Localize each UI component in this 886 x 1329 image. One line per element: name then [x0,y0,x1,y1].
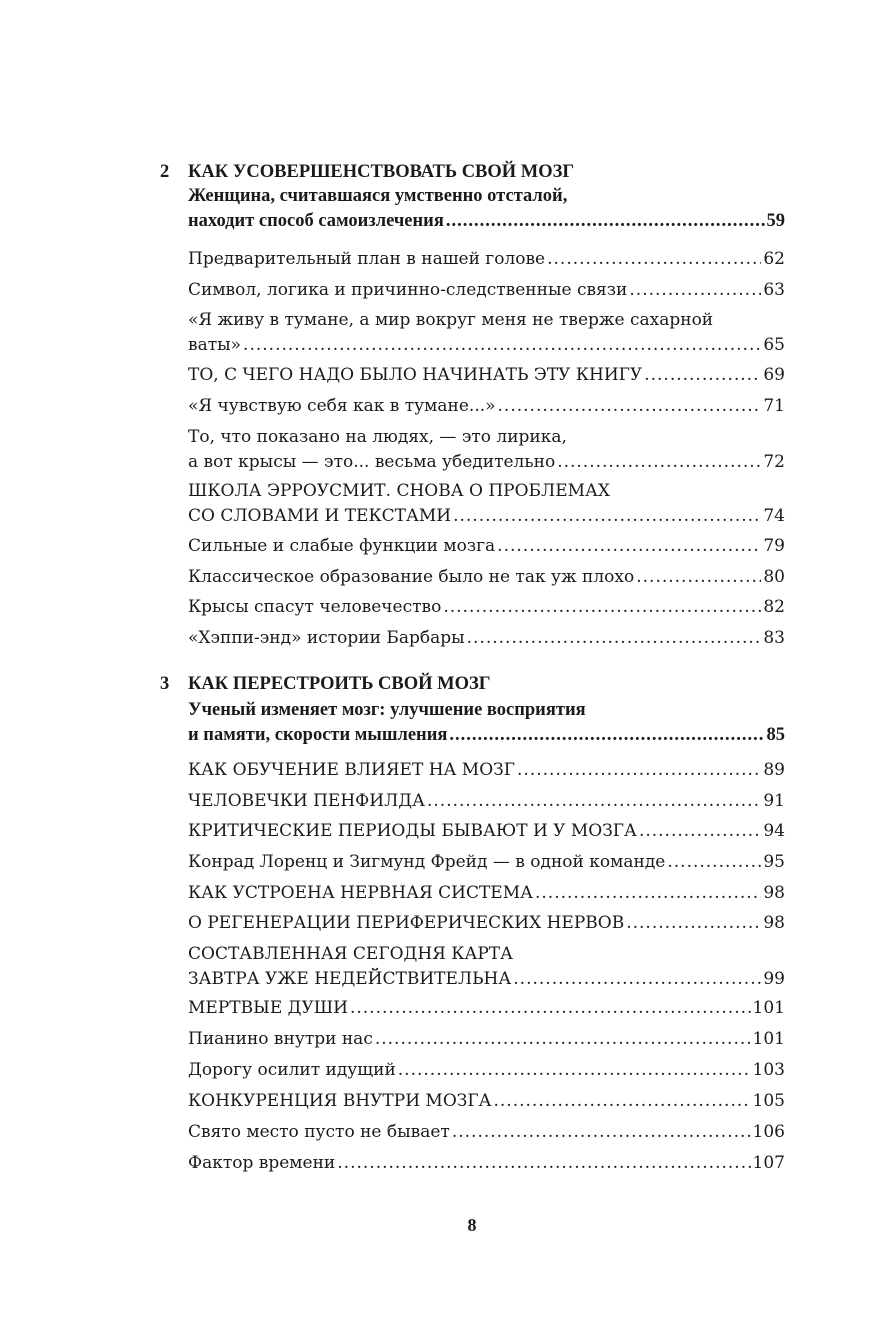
entry-page-number: 59 [766,210,785,231]
entry-page-number: 65 [763,334,785,355]
toc-entry[interactable] [188,247,785,272]
entry-page-number: 79 [763,536,785,556]
entry-last-line [188,1058,785,1083]
entry-page-number: 107 [752,1153,785,1173]
entry-title-line: а вот крысы — это... весьма убедительно [188,451,556,472]
toc-entry[interactable] [188,911,785,936]
toc-entry[interactable] [188,1120,785,1145]
entry-title-line: Пианино внутри нас [188,1029,373,1049]
entry-title-line: Сильные и слабые функции мозга [188,536,496,556]
toc-entry[interactable] [188,595,785,620]
entry-page-number: 103 [752,1060,785,1080]
leader-dots [337,1151,750,1176]
entry-last-line [188,1120,785,1145]
leader-dots [453,504,761,529]
leader-dots [497,534,761,559]
toc-entry[interactable] [188,1027,785,1052]
entry-last-line [188,789,785,814]
toc-entry[interactable] [188,758,785,783]
leader-dots [452,1120,751,1145]
toc-entry[interactable] [188,996,785,1021]
entry-last-line [188,247,785,272]
entry-last-line [188,723,785,748]
entry-title-line: КОНКУРЕНЦИЯ ВНУТРИ МОЗГА [188,1091,492,1111]
entry-last-line [188,394,785,419]
leader-dots [398,1058,751,1083]
entry-page-number: 69 [763,365,785,385]
leader-dots [629,278,761,303]
entry-title-line: ЗАВТРА УЖЕ НЕДЕЙСТВИТЕЛЬНА [188,968,512,989]
entry-page-number: 72 [763,451,785,472]
chapter-title[interactable]: КАК ПЕРЕСТРОИТЬ СВОЙ МОЗГ [188,674,491,694]
entry-page-number: 98 [763,913,785,933]
entry-last-line [188,363,785,388]
entry-title-line: Предварительный план в нашей голове [188,249,546,269]
entry-title-line: Женщина, считавшаяся умственно отсталой, [188,186,568,206]
entry-last-line [188,1089,785,1114]
entry-page-number: 89 [763,760,785,780]
toc-entry[interactable] [188,534,785,559]
entry-page-number: 74 [763,505,785,526]
leader-dots [449,723,764,748]
entry-page-number: 71 [763,396,785,416]
entry-title-line: Фактор времени [188,1153,336,1173]
entry-title-line: ТО, С ЧЕГО НАДО БЫЛО НАЧИНАТЬ ЭТУ КНИГУ [188,365,643,385]
entry-page-number: 101 [752,1029,785,1049]
entry-title-line: КАК УСТРОЕНА НЕРВНАЯ СИСТЕМА [188,883,533,903]
entry-page-number: 82 [763,597,785,617]
leader-dots [636,565,761,590]
entry-title-line: Символ, логика и причинно-следственные связи [188,280,628,300]
page-number: 8 [467,1215,477,1235]
toc-entry[interactable] [188,881,785,906]
entry-title-line: Классическое образование было не так уж плохо [188,567,635,587]
entry-last-line [188,209,785,234]
entry-page-number: 91 [763,791,785,811]
leader-dots [427,789,761,814]
entry-last-line [188,850,785,875]
entry-title-line: Дорогу осилит идущий [188,1060,396,1080]
entry-title-line: Крысы спасут человечество [188,597,442,617]
entry-last-line [188,595,785,620]
chapter-subtitle-entry[interactable] [188,698,785,747]
toc-entry[interactable] [188,425,785,474]
entry-title-line: Конрад Лоренц и Зигмунд Фрейд — в одной команде [188,852,666,872]
leader-dots [557,450,761,475]
entry-page-number: 101 [752,998,785,1018]
entry-last-line [188,565,785,590]
entry-last-line [188,504,785,529]
leader-dots [498,394,762,419]
entry-page-number: 98 [763,883,785,903]
entry-last-line [188,278,785,303]
leader-dots [243,333,761,358]
chapter-number: 2 [160,162,170,182]
entry-title-line: ЧЕЛОВЕЧКИ ПЕНФИЛДА [188,791,425,811]
entry-title-line: СО СЛОВАМИ И ТЕКСТАМИ [188,505,452,526]
leader-dots [350,996,751,1021]
entry-last-line [188,450,785,475]
entry-page-number: 62 [763,249,785,269]
leader-dots [443,595,761,620]
entry-last-line [188,534,785,559]
entry-title-line: О РЕГЕНЕРАЦИИ ПЕРИФЕРИЧЕСКИХ НЕРВОВ [188,913,625,933]
entry-title-line: и памяти, скорости мышления [188,724,448,745]
leader-dots [644,363,761,388]
entry-last-line [188,996,785,1021]
toc-entry[interactable] [188,479,785,528]
toc-entry[interactable] [188,278,785,303]
entry-last-line [188,819,785,844]
entry-page-number: 106 [752,1122,785,1142]
leader-dots [375,1027,751,1052]
toc-entry[interactable] [188,626,785,651]
toc-entry[interactable] [188,363,785,388]
entry-last-line [188,881,785,906]
entry-title-line: ваты» [188,334,242,355]
leader-dots [547,247,761,272]
entry-title-line: СОСТАВЛЕННАЯ СЕГОДНЯ КАРТА [188,944,513,964]
toc-entry[interactable] [188,1151,785,1176]
entry-page-number: 83 [763,628,785,648]
entry-page-number: 85 [766,724,785,745]
entry-title-line: КРИТИЧЕСКИЕ ПЕРИОДЫ БЫВАЮТ И У МОЗГА [188,821,637,841]
entry-title-line: МЕРТВЫЕ ДУШИ [188,998,348,1018]
leader-dots [667,850,761,875]
entry-title-line: находит способ самоизлечения [188,210,444,231]
entry-last-line [188,967,785,992]
entry-title-line: «Я чувствую себя как в тумане...» [188,396,496,416]
entry-last-line [188,758,785,783]
entry-title-line: ШКОЛА ЭРРОУСМИТ. СНОВА О ПРОБЛЕМАХ [188,481,611,501]
toc-entry[interactable] [188,1058,785,1083]
leader-dots [446,209,765,234]
toc-entry[interactable] [188,1089,785,1114]
toc-entry[interactable] [188,850,785,875]
leader-dots [517,758,761,783]
entry-title-line: Ученый изменяет мозг: улучшение восприятия [188,700,586,720]
entry-page-number: 99 [763,968,785,989]
chapter-subtitle-entry[interactable] [188,184,785,233]
entry-title-line: То, что показано на людях, — это лирика, [188,427,567,447]
leader-dots [467,626,762,651]
chapter-title[interactable]: КАК УСОВЕРШЕНСТВОВАТЬ СВОЙ МОЗГ [188,162,575,182]
leader-dots [494,1089,751,1114]
entry-page-number: 105 [752,1091,785,1111]
toc-entry[interactable] [188,565,785,590]
entry-last-line [188,911,785,936]
leader-dots [513,967,761,992]
entry-page-number: 80 [763,567,785,587]
toc-entry[interactable] [188,942,785,991]
entry-page-number: 95 [763,852,785,872]
entry-page-number: 94 [763,821,785,841]
leader-dots [639,819,761,844]
leader-dots [535,881,761,906]
entry-title-line: «Хэппи-энд» истории Барбары [188,628,465,648]
entry-last-line [188,1151,785,1176]
leader-dots [626,911,761,936]
entry-title-line: Свято место пусто не бывает [188,1122,450,1142]
chapter-number: 3 [160,674,170,694]
toc-entry[interactable] [188,308,785,357]
entry-last-line [188,333,785,358]
entry-last-line [188,626,785,651]
toc-entry[interactable] [188,394,785,419]
toc-entry[interactable] [188,789,785,814]
entry-title-line: «Я живу в тумане, а мир вокруг меня не тверже сахарной [188,310,714,330]
entry-last-line [188,1027,785,1052]
toc-entry[interactable] [188,819,785,844]
entry-title-line: КАК ОБУЧЕНИЕ ВЛИЯЕТ НА МОЗГ [188,760,516,780]
entry-page-number: 63 [763,280,785,300]
